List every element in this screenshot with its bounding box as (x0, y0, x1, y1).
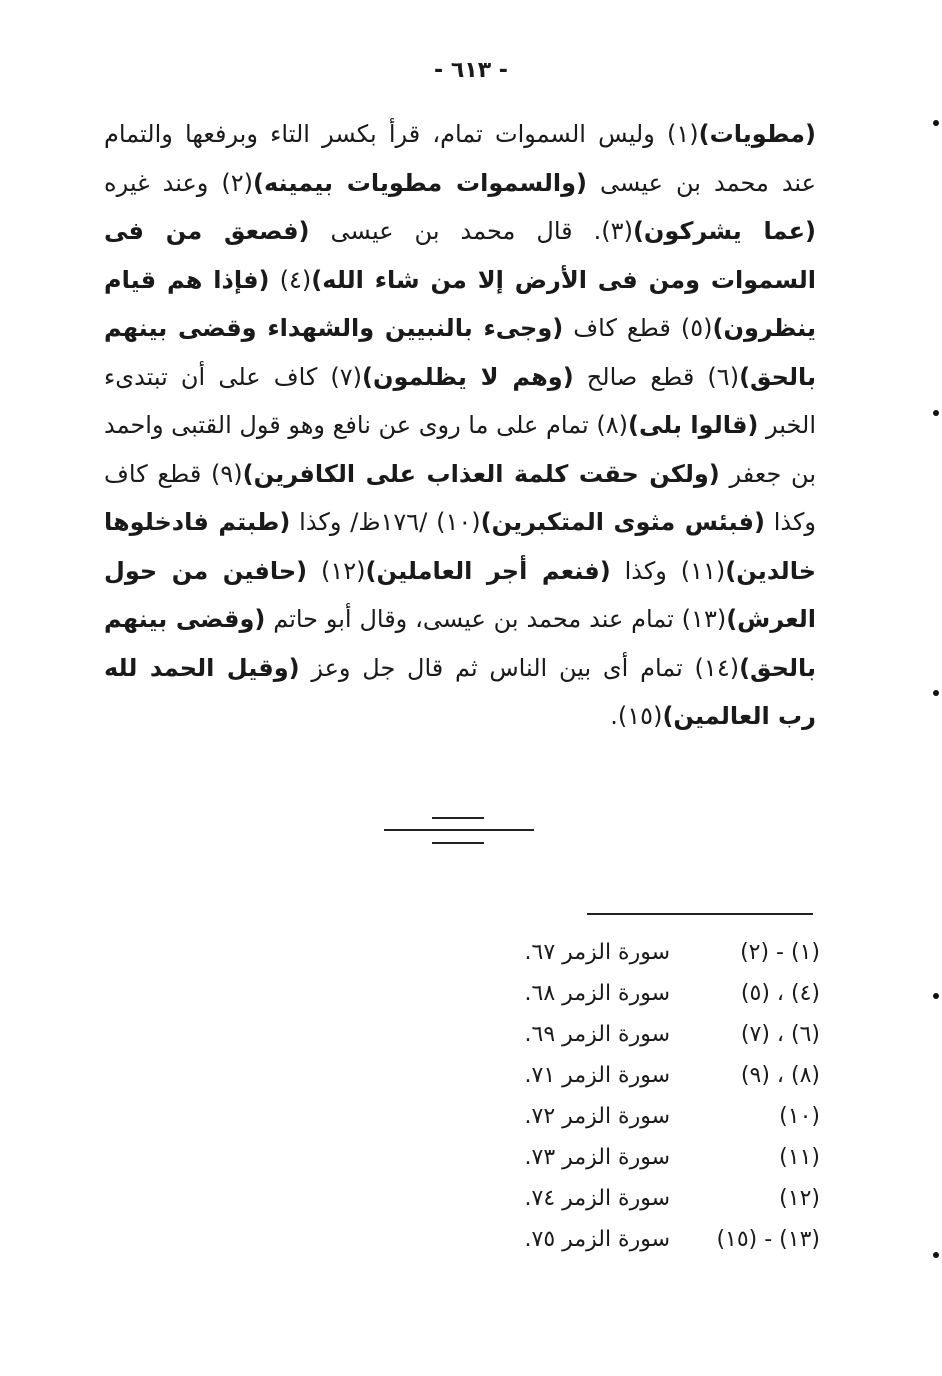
footnote-source: سورة الزمر ٦٩. (524, 1022, 670, 1047)
footnote-item (480, 1178, 820, 1219)
commentary-text: (١) وليس السموات تمام، قرأ بكسر التاء وبرفعها والتمام عند محمد بن عيسى (104, 120, 816, 197)
divider-line (384, 829, 534, 831)
footnote-source: سورة الزمر ٦٧. (524, 940, 670, 965)
footnote-reference: (٤) ، (٥) (740, 981, 820, 1006)
commentary-text: (٧) كاف على أن تبتدىء الخبر (104, 362, 816, 439)
binding-hole-mark (933, 120, 939, 126)
quran-quote: (قالوا بلى) (628, 411, 759, 439)
footnote-source: سورة الزمر ٦٨. (524, 981, 670, 1006)
commentary-text: قال محمد بن عيسى (309, 217, 594, 245)
commentary-text: (٦) قطع صالح (573, 362, 740, 391)
quran-quote: (حافين من حول العرش) (104, 556, 817, 633)
footnotes-list (480, 932, 820, 1260)
quran-quote: (ولكن حقت كلمة العذاب على الكافرين) (242, 459, 720, 488)
binding-hole-mark (933, 690, 939, 696)
commentary-text: (١٢) (307, 556, 366, 585)
binding-hole-mark (933, 410, 939, 416)
footnote-source: سورة الزمر ٧٣. (524, 1145, 670, 1170)
commentary-text: (١٣) تمام عند محمد بن عيسى، وقال أبو حاتم (265, 605, 727, 633)
footnote-item (480, 932, 820, 973)
commentary-text: (٩) قطع كاف وكذا (104, 459, 817, 536)
divider-line (432, 842, 484, 844)
footnote-item (480, 1096, 820, 1137)
body-text (104, 110, 816, 741)
footnote-separator (587, 913, 813, 915)
quran-quote: (طبتم فادخلوها خالدين) (104, 508, 816, 585)
section-divider-ornament (384, 812, 534, 852)
commentary-text: (٤) (269, 265, 312, 294)
footnote-source: سورة الزمر ٧٤. (524, 1186, 670, 1211)
commentary-text: (١١) وكذا (610, 556, 726, 585)
quran-quote: (فبئس مثوى المتكبرين) (480, 508, 765, 536)
quran-quote: (فنعم أجر العاملين) (365, 556, 611, 585)
quran-quote: (عما يشركون) (632, 217, 816, 245)
commentary-text: (١٥). (610, 702, 663, 730)
footnote-reference: (١٣) - (١٥) (716, 1227, 820, 1252)
footnote-reference: (٦) ، (٧) (740, 1022, 820, 1047)
page-number: - ٦١٣ - (434, 58, 508, 83)
commentary-text: (٨) تمام على ما روى عن نافع وهو قول القتبى واحمد بن جعفر (103, 411, 817, 488)
footnote-reference: (٨) ، (٩) (740, 1063, 820, 1088)
commentary-text: (٢) وعند غيره (104, 168, 254, 197)
footnote-item (480, 973, 820, 1014)
quran-quote: (مطويات) (698, 120, 816, 148)
quran-quote: (والسموات مطويات بيمينه) (253, 168, 587, 197)
quran-quote: (وقيل الحمد لله رب العالمين) (104, 653, 816, 730)
commentary-text: (٣). (593, 217, 633, 245)
footnote-reference: (١) - (٢) (740, 940, 820, 965)
footnote-source: سورة الزمر ٧١. (524, 1063, 670, 1088)
footnote-reference: (١٠) (779, 1104, 820, 1129)
footnote-item (480, 1137, 820, 1178)
footnote-item (480, 1055, 820, 1096)
binding-hole-mark (933, 1252, 939, 1258)
footnote-item (480, 1219, 820, 1260)
binding-hole-mark (933, 993, 939, 999)
footnote-reference: (١٢) (779, 1186, 820, 1211)
quran-quote: (وهم لا يظلمون) (362, 362, 574, 391)
commentary-text: (٥) قطع كاف (563, 314, 713, 342)
quran-quote: (فإذا هم قيام ينظرون) (104, 265, 816, 342)
footnote-source: سورة الزمر ٧٢. (524, 1104, 670, 1129)
quran-quote: (وقضى بينهم بالحق) (104, 605, 817, 682)
commentary-text: (١٠) /١٧٦ظ/ وكذا (290, 508, 481, 536)
commentary-text: (١٤) تمام أى بين الناس ثم قال جل وعز (299, 653, 740, 682)
footnote-source: سورة الزمر ٧٥. (524, 1227, 670, 1252)
footnote-item (480, 1014, 820, 1055)
quran-quote: (وجىء بالنبيين والشهداء وقضى بينهم بالحق) (104, 314, 816, 391)
body-paragraph (104, 110, 816, 741)
footnote-reference: (١١) (779, 1145, 820, 1170)
divider-line (432, 817, 484, 819)
quran-quote: (فصعق من فى السموات ومن فى الأرض إلا من شاء الله) (104, 217, 816, 294)
